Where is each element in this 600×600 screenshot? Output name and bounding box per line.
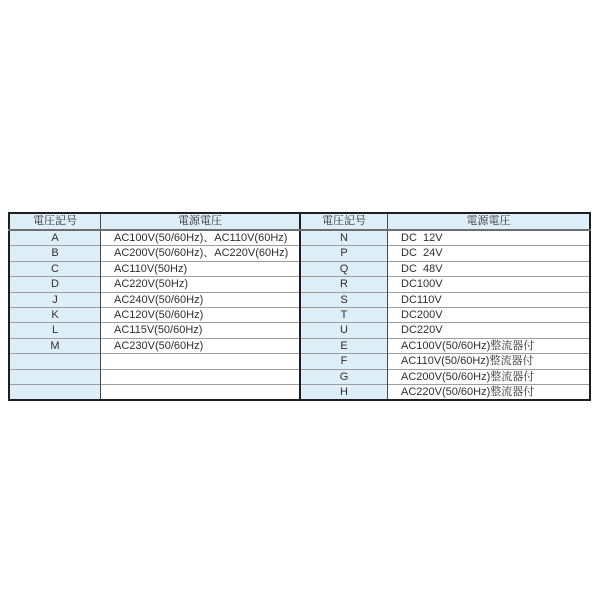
header-row: [9, 213, 300, 230]
column-header-supply-voltage: 電源電圧: [101, 213, 301, 230]
voltage-code-cell: K: [9, 308, 101, 323]
table-row: [9, 338, 300, 353]
voltage-code-cell: M: [9, 338, 101, 353]
voltage-code-cell: J: [9, 292, 101, 307]
voltage-code-cell: P: [300, 246, 388, 261]
voltage-code-cell: [9, 354, 101, 369]
table-row: [300, 261, 590, 276]
voltage-table-left: [8, 212, 301, 401]
voltage-code-cell: T: [300, 308, 388, 323]
table-row: [300, 338, 590, 353]
table-row: [9, 385, 300, 401]
supply-voltage-cell: AC240V(50/60Hz): [101, 292, 301, 307]
table-row: [9, 277, 300, 292]
voltage-code-cell: H: [300, 385, 388, 401]
table-row: [300, 369, 590, 384]
voltage-code-cell: R: [300, 277, 388, 292]
header-row: [300, 213, 590, 230]
supply-voltage-cell: DC 12V: [388, 230, 591, 246]
supply-voltage-cell: [101, 354, 301, 369]
table-row: [9, 308, 300, 323]
table-header-right: [300, 213, 590, 230]
table-row: [300, 354, 590, 369]
supply-voltage-cell: DC 48V: [388, 261, 591, 276]
supply-voltage-cell: DC 24V: [388, 246, 591, 261]
supply-voltage-cell: DC220V: [388, 323, 591, 338]
voltage-code-cell: D: [9, 277, 101, 292]
table-row: [9, 261, 300, 276]
table-row: [9, 323, 300, 338]
table-row: [300, 385, 590, 401]
voltage-code-cell: U: [300, 323, 388, 338]
table-header-left: [9, 213, 300, 230]
column-header-voltage-code: 電圧記号: [9, 213, 101, 230]
voltage-table-right: [299, 212, 591, 401]
voltage-code-cell: L: [9, 323, 101, 338]
supply-voltage-cell: AC200V(50/60Hz)整流器付: [388, 369, 591, 384]
column-header-supply-voltage: 電源電圧: [388, 213, 591, 230]
table-row: [300, 277, 590, 292]
supply-voltage-cell: [101, 385, 301, 401]
supply-voltage-cell: AC110V(50/60Hz)整流器付: [388, 354, 591, 369]
supply-voltage-cell: AC120V(50/60Hz): [101, 308, 301, 323]
supply-voltage-cell: AC220V(50/60Hz)整流器付: [388, 385, 591, 401]
supply-voltage-cell: DC100V: [388, 277, 591, 292]
voltage-code-cell: S: [300, 292, 388, 307]
table-row: [9, 354, 300, 369]
voltage-code-cell: [9, 385, 101, 401]
table-row: [300, 308, 590, 323]
table-row: [9, 292, 300, 307]
voltage-code-cell: B: [9, 246, 101, 261]
table-row: [9, 369, 300, 384]
supply-voltage-cell: [101, 369, 301, 384]
voltage-code-cell: [9, 369, 101, 384]
table-row: [300, 230, 590, 246]
voltage-code-cell: N: [300, 230, 388, 246]
table-row: [300, 323, 590, 338]
supply-voltage-cell: DC110V: [388, 292, 591, 307]
table-row: [300, 246, 590, 261]
supply-voltage-cell: AC115V(50/60Hz): [101, 323, 301, 338]
supply-voltage-cell: AC100V(50/60Hz)、AC110V(60Hz): [101, 230, 301, 246]
table-body-right: [300, 230, 590, 400]
voltage-code-cell: A: [9, 230, 101, 246]
voltage-code-cell: C: [9, 261, 101, 276]
supply-voltage-cell: AC200V(50/60Hz)、AC220V(60Hz): [101, 246, 301, 261]
voltage-code-cell: E: [300, 338, 388, 353]
voltage-code-cell: F: [300, 354, 388, 369]
supply-voltage-cell: AC220V(50Hz): [101, 277, 301, 292]
table-row: [9, 246, 300, 261]
voltage-code-cell: Q: [300, 261, 388, 276]
table-row: [300, 292, 590, 307]
voltage-code-cell: G: [300, 369, 388, 384]
supply-voltage-cell: AC230V(50/60Hz): [101, 338, 301, 353]
supply-voltage-cell: DC200V: [388, 308, 591, 323]
voltage-tables-container: [8, 212, 591, 401]
supply-voltage-cell: AC100V(50/60Hz)整流器付: [388, 338, 591, 353]
table-row: [9, 230, 300, 246]
column-header-voltage-code: 電圧記号: [300, 213, 388, 230]
supply-voltage-cell: AC110V(50Hz): [101, 261, 301, 276]
table-body-left: [9, 230, 300, 400]
